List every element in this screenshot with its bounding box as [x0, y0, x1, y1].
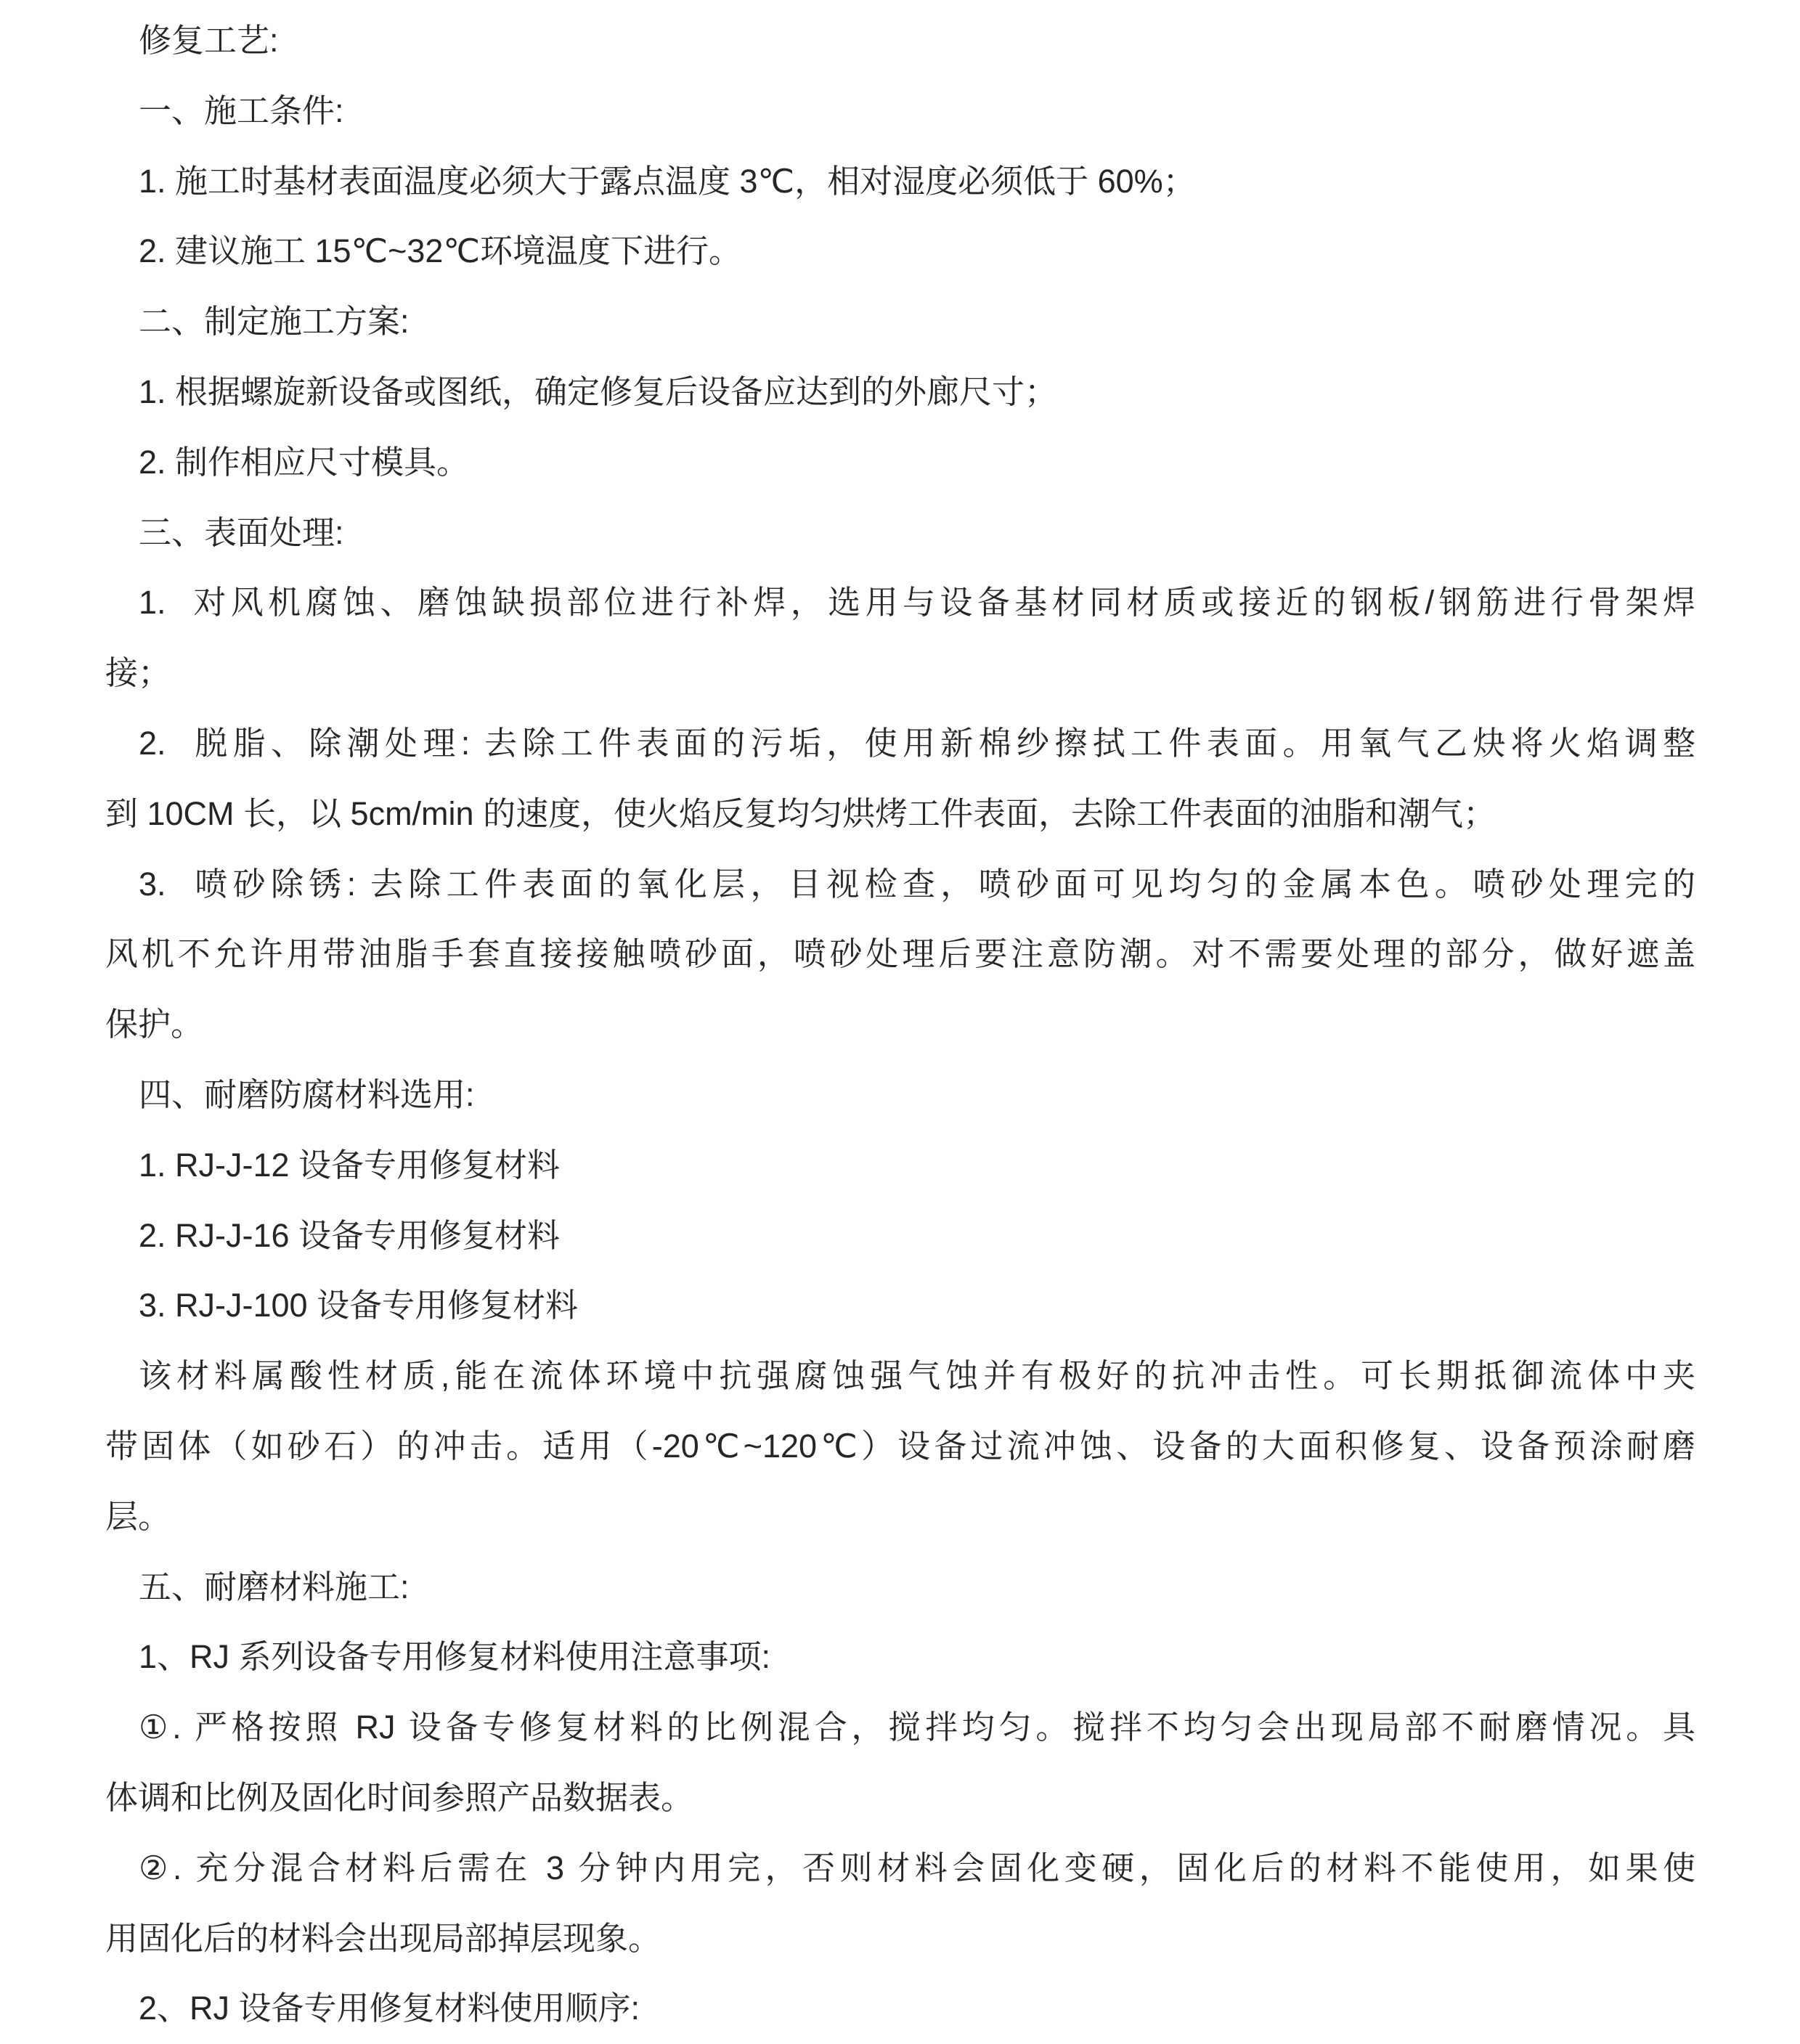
text-line-14: 风机不允许用带油脂手套直接接触喷砂面，喷砂处理后要注意防潮。对不需要处理的部分，做好遮盖 [105, 935, 1695, 973]
text-line-9: 1. 对风机腐蚀、磨蚀缺损部位进行补焊，选用与设备基材同材质或接近的钢板/钢筋进行骨架焊 [139, 584, 1695, 622]
text-line-19: 3. RJ-J-100 设备专用修复材料 [139, 1287, 579, 1324]
text-line-7: 2. 制作相应尺寸模具。 [139, 443, 470, 481]
text-line-21: 带固体（如砂石）的冲击。适用（-20℃~120℃）设备过流冲蚀、设备的大面积修复、设备预涂耐磨 [105, 1427, 1695, 1465]
text-line-20: 该材料属酸性材质,能在流体环境中抗强腐蚀强气蚀并有极好的抗冲击性。可长期抵御流体中夹 [139, 1357, 1695, 1395]
text-line-3: 1. 施工时基材表面温度必须大于露点温度 3℃，相对湿度必须低于 60%； [139, 162, 1196, 200]
text-line-13: 3. 喷砂除锈: 去除工件表面的氧化层，目视检查，喷砂面可见均匀的金属本色。喷砂处理完的 [139, 865, 1695, 903]
text-line-1: 修复工艺: [139, 22, 279, 59]
text-line-25: ①. 严格按照 RJ 设备专修复材料的比例混合，搅拌均匀。搅拌不均匀会出现局部不耐磨情况。具 [139, 1709, 1695, 1746]
text-line-23: 五、耐磨材料施工: [139, 1568, 410, 1605]
text-line-28: 用固化后的材料会出现局部掉层现象。 [105, 1919, 661, 1957]
text-line-6: 1. 根据螺旋新设备或图纸，确定修复后设备应达到的外廊尺寸； [139, 372, 1058, 410]
text-line-22: 层。 [105, 1497, 171, 1535]
text-line-11: 2. 脱脂、除潮处理: 去除工件表面的污垢，使用新棉纱擦拭工件表面。用氧气乙炔将火焰调整 [139, 724, 1695, 762]
text-line-24: 1、RJ 系列设备专用修复材料使用注意事项: [139, 1638, 771, 1676]
text-line-29: 2、RJ 设备专用修复材料使用顺序: [139, 1990, 640, 2027]
text-line-12: 到 10CM 长，以 5cm/min 的速度，使火焰反复均匀烘烤工件表面，去除工件表面的油脂和潮气； [105, 794, 1496, 832]
text-line-26: 体调和比例及固化时间参照产品数据表。 [105, 1778, 694, 1816]
text-line-2: 一、施工条件: [139, 91, 344, 129]
text-line-15: 保护。 [105, 1006, 204, 1043]
text-line-16: 四、耐磨防腐材料选用: [139, 1075, 475, 1113]
text-line-17: 1. RJ-J-12 设备专用修复材料 [139, 1146, 561, 1184]
text-line-18: 2. RJ-J-16 设备专用修复材料 [139, 1216, 561, 1254]
text-line-8: 三、表面处理: [139, 513, 344, 551]
text-line-4: 2. 建议施工 15℃~32℃环境温度下进行。 [139, 232, 741, 270]
text-line-5: 二、制定施工方案: [139, 303, 410, 341]
text-line-27: ②. 充分混合材料后需在 3 分钟内用完，否则材料会固化变硬，固化后的材料不能使用，如果使 [139, 1849, 1695, 1886]
text-line-10: 接； [105, 654, 171, 692]
